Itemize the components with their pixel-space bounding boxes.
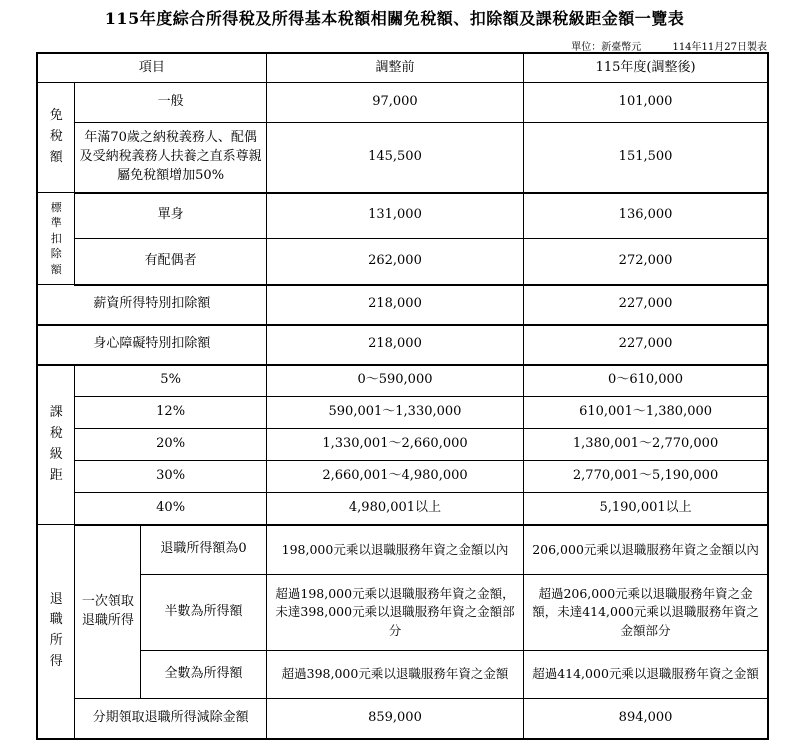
after-value: 0～610,000 <box>524 365 768 397</box>
row-name: 全數為所得額 <box>141 651 267 699</box>
row-name: 分期領取退職所得減除金額 <box>75 699 266 739</box>
table-row <box>37 365 768 397</box>
table-row <box>37 239 768 285</box>
before-value: 198,000元乘以退職服務年資之金額以內 <box>266 525 523 575</box>
before-value: 超過198,000元乘以退職服務年資之金額，未達398,000元乘以退職服務年資之金額部分 <box>266 575 523 651</box>
standard-label: 標 準 扣 除 額 <box>37 193 75 285</box>
after-value: 227,000 <box>524 285 768 325</box>
after-value: 超過414,000元乘以退職服務年資之金額 <box>524 651 768 699</box>
header-before: 調整前 <box>266 53 523 83</box>
bracket-rate: 40% <box>75 493 266 525</box>
document-title: 115年度綜合所得稅及所得基本稅額相關免稅額、扣除額及課稅級距金額一覽表 <box>104 9 685 28</box>
before-value: 859,000 <box>266 699 523 739</box>
before-value: 218,000 <box>266 325 523 365</box>
bracket-rate: 20% <box>75 429 266 461</box>
row-name: 一般 <box>75 83 266 123</box>
before-value: 590,001～1,330,000 <box>266 397 523 429</box>
before-value: 262,000 <box>266 239 523 285</box>
row-name: 薪資所得特別扣除額 <box>37 285 266 325</box>
before-value: 145,500 <box>266 123 523 193</box>
row-name: 身心障礙特別扣除額 <box>37 325 266 365</box>
before-value: 超過398,000元乘以退職服務年資之金額 <box>266 651 523 699</box>
row-name: 有配偶者 <box>75 239 266 285</box>
row-name: 退職所得額為0 <box>141 525 267 575</box>
bracket-rate: 12% <box>75 397 266 429</box>
retirement-label: 退 職 所 得 <box>37 525 75 739</box>
table-meta <box>543 38 767 53</box>
table-row <box>37 651 768 699</box>
table-row <box>37 429 768 461</box>
before-value: 0～590,000 <box>266 365 523 397</box>
table-row <box>37 493 768 525</box>
date-label: 114年11月27日製表 <box>672 42 767 53</box>
before-value: 131,000 <box>266 193 523 239</box>
bracket-rate: 30% <box>75 461 266 493</box>
row-name: 年滿70歲之納稅義務人、配偶及受納稅義務人扶養之直系尊親屬免稅額增加50% <box>75 123 266 193</box>
before-value: 4,980,001以上 <box>266 493 523 525</box>
after-value: 超過206,000元乘以退職服務年資之金額，未達414,000元乘以退職服務年資之金額部分 <box>524 575 768 651</box>
after-value: 2,770,001～5,190,000 <box>524 461 768 493</box>
table-row <box>37 575 768 651</box>
before-value: 218,000 <box>266 285 523 325</box>
table-row <box>37 461 768 493</box>
table-row <box>37 285 768 325</box>
after-value: 227,000 <box>524 325 768 365</box>
after-value: 101,000 <box>524 83 768 123</box>
table-row <box>37 193 768 239</box>
after-value: 1,380,001～2,770,000 <box>524 429 768 461</box>
after-value: 151,500 <box>524 123 768 193</box>
after-value: 272,000 <box>524 239 768 285</box>
header-row <box>37 53 768 83</box>
brackets-label: 課 稅 級 距 <box>37 365 75 525</box>
before-value: 97,000 <box>266 83 523 123</box>
after-value: 206,000元乘以退職服務年資之金額以內 <box>524 525 768 575</box>
after-value: 5,190,001以上 <box>524 493 768 525</box>
table-row <box>37 83 768 123</box>
unit-label: 單位：新臺幣元 <box>571 42 642 53</box>
before-value: 2,660,001～4,980,000 <box>266 461 523 493</box>
after-value: 136,000 <box>524 193 768 239</box>
row-name: 半數為所得額 <box>141 575 267 651</box>
before-value: 1,330,001～2,660,000 <box>266 429 523 461</box>
table-row <box>37 325 768 365</box>
header-after: 115年度(調整後) <box>524 53 768 83</box>
deduction-table <box>36 52 769 740</box>
after-value: 894,000 <box>524 699 768 739</box>
table-row <box>37 123 768 193</box>
header-item: 項目 <box>37 53 266 83</box>
after-value: 610,001～1,380,000 <box>524 397 768 429</box>
lump-sum-label: 一次領取退職所得 <box>75 525 141 699</box>
table-row <box>37 525 768 575</box>
exemption-label: 免 稅 額 <box>37 83 75 193</box>
table-row <box>37 397 768 429</box>
bracket-rate: 5% <box>75 365 266 397</box>
table-row <box>37 699 768 739</box>
row-name: 單身 <box>75 193 266 239</box>
